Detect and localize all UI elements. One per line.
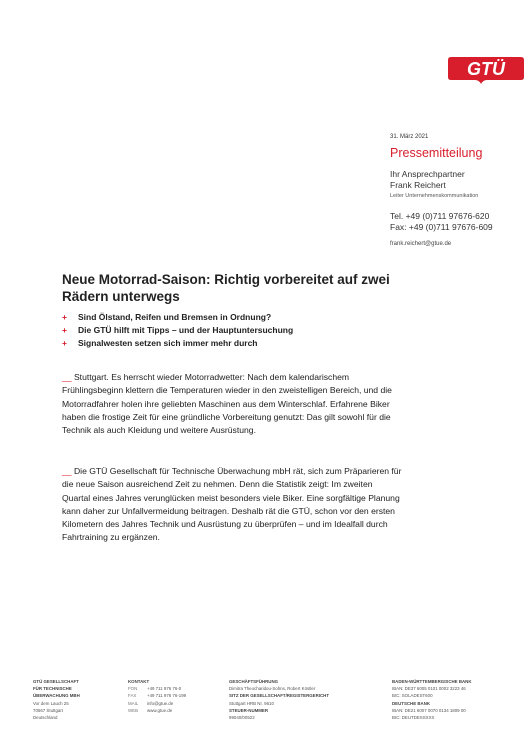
- press-release-label: Pressemitteilung: [390, 146, 483, 160]
- footer-email[interactable]: info@gtue.de: [147, 700, 174, 706]
- plus-icon: +: [62, 325, 67, 335]
- contact-fax: Fax: +49 (0)711 97676-609: [390, 222, 493, 232]
- paragraph-marker: __: [62, 466, 72, 476]
- footer-management-heading: GESCHÄFTSFÜHRUNG: [229, 679, 279, 684]
- web-label: WEB: [128, 707, 139, 713]
- paragraph-text: Stuttgart. Es herrscht wieder Motorradwetter: Nach dem kalendarischem Frühlingsbeginn klettern die Temperaturen wieder in den zweistelligen Bereich, und die Motorradfahrer holen ihre geliebten Maschinen aus dem Winterschlaf. Erfahrene Biker haben die frostige Zeit für eine gründliche Vorbereitung genutzt: Das gilt sowohl für die Technik als auch Kleidung und weitere Ausrüstung.: [62, 372, 392, 436]
- contact-phone: Tel. +49 (0)711 97676-620: [390, 211, 490, 221]
- footer-company: [33, 678, 80, 721]
- body-paragraph: [62, 465, 402, 545]
- release-date: 31. März 2021: [390, 134, 429, 140]
- footer-bic: BIC: DEUTDESSXXX: [392, 715, 435, 721]
- bullet-text: Sind Ölstand, Reifen und Bremsen in Ordnung?: [78, 312, 272, 322]
- plus-icon: +: [62, 312, 67, 322]
- footer-tax-heading: STEUER-NUMMER: [229, 707, 269, 713]
- footer-company-name: FÜR TECHNISCHE: [33, 686, 72, 692]
- footer-seat-heading: SITZ DER GESELLSCHAFT/REGISTERGERICHT: [229, 693, 330, 699]
- footer-website[interactable]: www.gtue.de: [147, 707, 173, 713]
- bullet-text: Die GTÜ hilft mit Tipps – und der Hauptuntersuchung: [78, 325, 294, 335]
- footer-tax: 99040/00522: [229, 715, 255, 721]
- footer-company-name: ÜBERWACHUNG MBH: [33, 693, 80, 699]
- bullet-text: Signalwesten setzen sich immer mehr durch: [78, 338, 258, 348]
- footer-iban: IBAN: DE37 6005 0101 0002 3223 46: [392, 686, 466, 692]
- list-item: [62, 337, 293, 350]
- subheadline-list: [62, 311, 293, 350]
- list-item: [62, 311, 293, 324]
- footer-bank-name: DEUTSCHE BANK: [392, 700, 431, 706]
- contact-role: Leiter Unternehmenskommunikation: [390, 193, 479, 199]
- logo-text: GTÜ: [467, 59, 505, 79]
- contact-name: Frank Reichert: [390, 180, 446, 190]
- mail-label: MAIL: [128, 700, 139, 706]
- footer-contact-heading: KONTAKT: [128, 679, 150, 684]
- fon-label: FON: [128, 686, 138, 692]
- article-headline: Neue Motorrad-Saison: Richtig vorbereitet auf zwei Rädern unterwegs: [62, 272, 390, 304]
- footer-seat: Stuttgart HRB Nr. 9610: [229, 700, 274, 706]
- contact-heading: Ihr Ansprechpartner: [390, 169, 465, 179]
- gtue-logo: [447, 55, 525, 85]
- footer-address: Vor dem Lauch 25: [33, 700, 69, 706]
- plus-icon: +: [62, 338, 67, 348]
- footer-managers: Dimitra Theocharidou-Sohns, Robert Köstler: [229, 686, 316, 692]
- body-paragraph: [62, 371, 402, 437]
- footer-banks: [392, 678, 472, 721]
- footer-phone: +49 711 976 76-0: [147, 686, 182, 692]
- paragraph-marker: __: [62, 372, 72, 382]
- footer-fax: +49 711 976 76-199: [147, 693, 187, 699]
- contact-email[interactable]: frank.reichert@gtue.de: [390, 241, 452, 247]
- footer-address: 70567 Stuttgart: [33, 707, 64, 713]
- footer-bank-name: BADEN-WÜRTTEMBERGISCHE BANK: [392, 679, 472, 684]
- paragraph-text: Die GTÜ Gesellschaft für Technische Überwachung mbH rät, sich zum Präparieren für die neue Saison ausreichend Zeit zu nehmen. Denn die Statistik zeigt: Im zweiten Quartal eines Jahres verunglücken meist besonders viele Biker. Eine sorgfältige Planung kann daher zur Unfallvermeidung beitragen. Deshalb rät die GTÜ, schon vor den ersten Kilometern des Jahres Technik und Ausrüstung zu überprüfen – und im Idealfall durch Fahrtraining zu ergänzen.: [62, 466, 402, 543]
- footer-iban: IBAN: DE21 6007 0070 0134 1809 00: [392, 707, 466, 713]
- footer-management: [229, 678, 329, 721]
- footer-address: Deutschland: [33, 715, 58, 721]
- footer-company-name: GTÜ GESELLSCHAFT: [33, 679, 79, 684]
- list-item: [62, 324, 293, 337]
- fax-label: FAX: [128, 693, 137, 699]
- footer-contact: [128, 678, 186, 714]
- footer-bic: BIC: SOLADEST600: [392, 693, 433, 699]
